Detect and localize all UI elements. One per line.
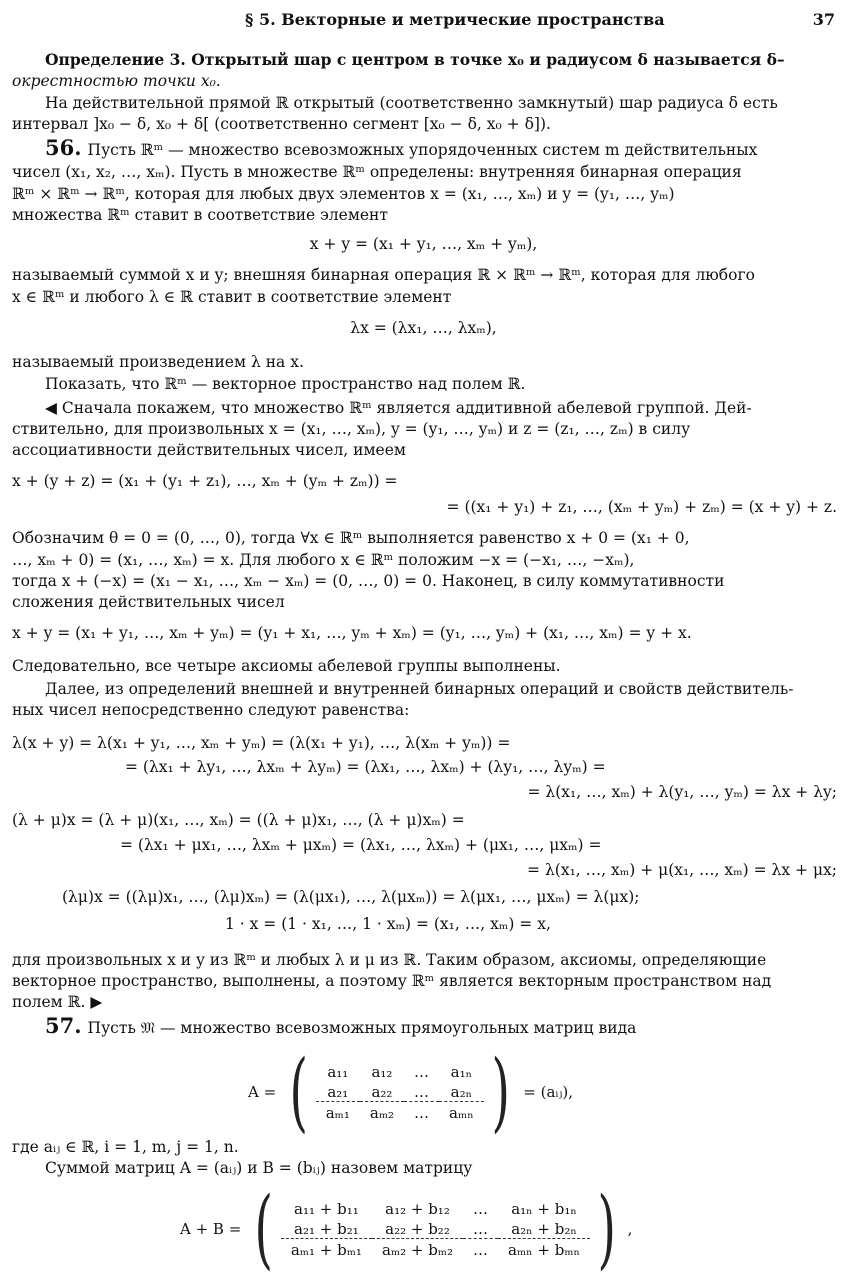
matrix-cell: a₂₂ — [360, 1083, 404, 1102]
page-header — [0, 10, 847, 34]
matrix-cell: a₂₁ + b₂₁ — [281, 1220, 372, 1239]
matrix-cell: … — [404, 1083, 439, 1102]
matrix-cell: a₁₂ — [371, 1062, 393, 1081]
equation: = ((x₁ + y₁) + z₁, …, (xₘ + yₘ) + zₘ) = (x + y) + z. — [446, 498, 837, 516]
right-paren: ) — [597, 1179, 617, 1279]
matrix-cell: aₘₙ — [449, 1103, 474, 1122]
matrix-cell: aₘ₂ + bₘ₂ — [381, 1240, 454, 1259]
matrix-cell: … — [414, 1062, 430, 1081]
text-line: векторное пространство, выполнены, а поэтому ℝᵐ является векторным пространством над — [12, 972, 772, 990]
left-paren: ( — [254, 1179, 274, 1279]
equation: x + y = (x₁ + y₁, …, xₘ + yₘ) = (y₁ + x₁, …, yₘ + xₘ) = (y₁, …, yₘ) + (x₁, …, xₘ) = y + x. — [12, 624, 692, 642]
matrix-lhs: A + B = — [180, 1220, 242, 1238]
text-line: множества ℝᵐ ставит в соответствие элемент — [12, 206, 388, 224]
right-paren: ) — [491, 1042, 510, 1142]
matrix-cell: … — [473, 1240, 489, 1259]
matrix-cell: … — [463, 1220, 498, 1239]
problem-57-line — [45, 1016, 837, 1038]
matrix-sum — [180, 1179, 633, 1279]
text-line: чисел (x₁, x₂, …, xₘ). Пусть в множестве ℝᵐ определены: внутренняя бинарная операция — [12, 163, 742, 181]
text-line: На действительной прямой ℝ открытый (соответственно замкнутый) шар радиуса δ есть — [45, 94, 778, 112]
equation: λx = (λx₁, …, λxₘ), — [350, 319, 497, 337]
matrix-cell: a₁₁ — [327, 1062, 349, 1081]
text-line: Обозначим θ = 0 = (0, …, 0), тогда ∀x ∈ ℝᵐ выполняется равенство x + 0 = (x₁ + 0, — [12, 529, 690, 547]
text-line: Суммой матриц A = (aᵢⱼ) и B = (bᵢⱼ) назовем матрицу — [45, 1159, 473, 1177]
matrix-grid — [281, 1200, 590, 1259]
left-paren: ( — [289, 1042, 309, 1142]
text-line: Показать, что ℝᵐ — векторное пространство над полем ℝ. — [45, 375, 526, 393]
text-line: полем ℝ. ▶ — [12, 993, 103, 1011]
matrix-cell: aₘ₂ — [369, 1103, 395, 1122]
matrix-cell: a₂ₙ + b₂ₙ — [498, 1220, 590, 1239]
text-line: называемый суммой x и y; внешняя бинарная операция ℝ × ℝᵐ → ℝᵐ, которая для любого — [12, 266, 755, 284]
matrix-a — [248, 1042, 573, 1142]
text-span: Пусть ℝᵐ — множество всевозможных упорядоченных систем m действительных — [87, 141, 758, 159]
text-line: Далее, из определений внешней и внутренней бинарных операций и свойств действитель- — [45, 680, 794, 698]
text-line: для произвольных x и y из ℝᵐ и любых λ и μ из ℝ. Таким образом, аксиомы, определяющие — [12, 951, 767, 969]
equation: = (λx₁ + μx₁, …, λxₘ + μxₘ) = (λx₁, …, λxₘ) + (μx₁, …, μxₘ) = — [120, 836, 602, 854]
equation: x + (y + z) = (x₁ + (y₁ + z₁), …, xₘ + (yₘ + zₘ)) = — [12, 472, 398, 490]
matrix-cell: a₁₂ + b₁₂ — [385, 1199, 450, 1218]
matrix-cell: a₁ₙ — [450, 1062, 473, 1081]
equation: 1 · x = (1 · x₁, …, 1 · xₘ) = (x₁, …, xₘ) = x, — [225, 915, 551, 933]
matrix-cell: a₂₁ — [316, 1083, 360, 1102]
equation: = λ(x₁, …, xₘ) + μ(x₁, …, xₘ) = λx + μx; — [527, 861, 837, 879]
text-line: где aᵢⱼ ∈ ℝ, i = 1, m, j = 1, n. — [12, 1138, 239, 1156]
text-line: интервал ]x₀ − δ, x₀ + δ[ (соответственно сегмент [x₀ − δ, x₀ + δ]). — [12, 115, 551, 133]
equation: (λμ)x = ((λμ)x₁, …, (λμ)xₘ) = (λ(μx₁), …, λ(μxₘ)) = λ(μx₁, …, μxₘ) = λ(μx); — [62, 888, 640, 906]
equation: (λ + μ)x = (λ + μ)(x₁, …, xₘ) = ((λ + μ)x₁, …, (λ + μ)xₘ) = — [12, 811, 465, 829]
matrix-cell: a₁₁ + b₁₁ — [294, 1199, 359, 1218]
text-line: ных чисел непосредственно следуют равенства: — [12, 701, 410, 719]
page-number: 37 — [812, 10, 835, 29]
matrix-rhs: = (aᵢⱼ), — [523, 1083, 573, 1101]
text-line: ◀ Сначала покажем, что множество ℝᵐ является аддитивной абелевой группой. Дей- — [45, 399, 752, 417]
matrix-lhs: A = — [248, 1083, 277, 1101]
problem-number: 56. — [45, 138, 82, 160]
text-line: ствительно, для произвольных x = (x₁, …, xₘ), y = (y₁, …, yₘ) и z = (z₁, …, zₘ) в силу — [12, 420, 691, 438]
equation: λ(x + y) = λ(x₁ + y₁, …, xₘ + yₘ) = (λ(x₁ + y₁), …, λ(xₘ + yₘ)) = — [12, 734, 511, 752]
matrix-cell: a₂ₙ — [439, 1083, 484, 1102]
text-line: ℝᵐ × ℝᵐ → ℝᵐ, которая для любых двух элементов x = (x₁, …, xₘ) и y = (y₁, …, yₘ) — [12, 185, 675, 203]
equation: = (λx₁ + λy₁, …, λxₘ + λyₘ) = (λx₁, …, λxₘ) + (λy₁, …, λyₘ) = — [125, 758, 606, 776]
definition-line: Определение 3. Открытый шар с центром в точке x₀ и радиусом δ называется δ– — [45, 50, 785, 69]
matrix-grid — [316, 1063, 484, 1122]
matrix-cell: … — [473, 1199, 489, 1218]
matrix-cell: aₘ₁ — [325, 1103, 350, 1122]
matrix-cell: aₘₙ + bₘₙ — [508, 1240, 581, 1259]
text-span: Пусть 𝔐 — множество всевозможных прямоугольных матриц вида — [87, 1019, 637, 1037]
text-line: окрестностью точки x₀. — [12, 72, 221, 90]
text-line: Следовательно, все четыре аксиомы абелевой группы выполнены. — [12, 657, 561, 675]
matrix-cell: a₁ₙ + b₁ₙ — [511, 1199, 577, 1218]
text-line: тогда x + (−x) = (x₁ − x₁, …, xₘ − xₘ) = (0, …, 0) = 0. Наконец, в силу коммутативности — [12, 572, 725, 590]
text-line: x ∈ ℝᵐ и любого λ ∈ ℝ ставит в соответствие элемент — [12, 288, 452, 306]
matrix-cell: aₘ₁ + bₘ₁ — [290, 1240, 362, 1259]
running-head: § 5. Векторные и метрические пространства — [245, 10, 665, 29]
matrix-cell: a₂₂ + b₂₂ — [372, 1220, 463, 1239]
problem-number: 57. — [45, 1016, 82, 1038]
text-line: называемый произведением λ на x. — [12, 353, 304, 371]
text-line: ассоциативности действительных чисел, имеем — [12, 441, 406, 459]
problem-56-line — [45, 138, 837, 160]
text-line: сложения действительных чисел — [12, 593, 285, 611]
text-line: …, xₘ + 0) = (x₁, …, xₘ) = x. Для любого x ∈ ℝᵐ положим −x = (−x₁, …, −xₘ), — [12, 551, 635, 569]
matrix-cell: … — [414, 1103, 430, 1122]
matrix-rhs: , — [627, 1220, 633, 1238]
equation: = λ(x₁, …, xₘ) + λ(y₁, …, yₘ) = λx + λy; — [527, 783, 837, 801]
equation: x + y = (x₁ + y₁, …, xₘ + yₘ), — [309, 235, 538, 253]
